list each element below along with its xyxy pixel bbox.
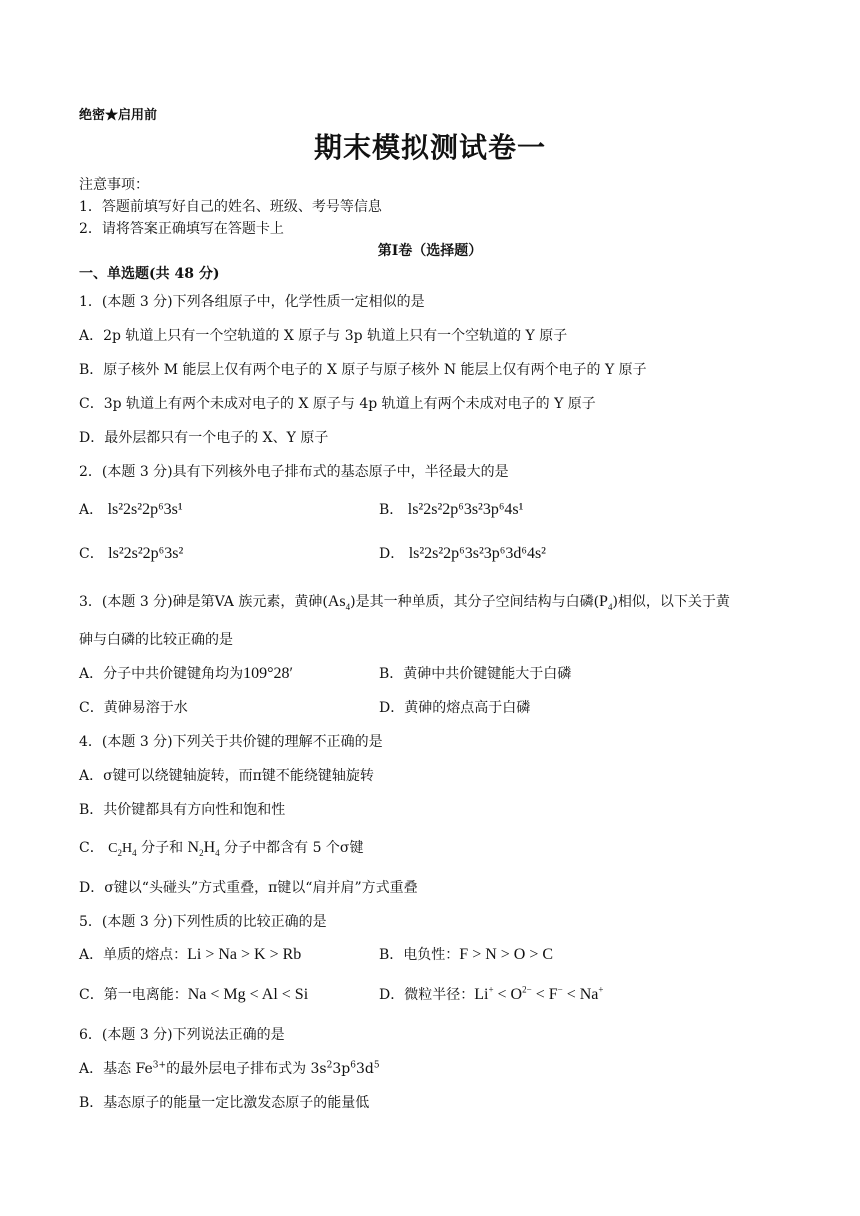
question-6-stem: 6．(本题 3 分)下列说法正确的是 xyxy=(79,1027,285,1043)
formula-n2h4: $N_2H_4$ xyxy=(187,839,220,859)
question-2-option-a: ls²2s²2p⁶3s¹ xyxy=(107,501,183,518)
question-2-option-c: ls²2s²2p⁶3s² xyxy=(108,545,184,562)
question-1-option-b: B．原子核外 M 能层上仅有两个电子的 X 原子与原子核外 N 能层上仅有两个电子的 Y 原子 xyxy=(79,362,647,378)
question-2-option-d-label: D． xyxy=(379,546,405,562)
question-5-row-2 xyxy=(79,984,604,1004)
question-5-option-d: D．微粒半径： xyxy=(379,987,475,1003)
formula-p4: $P_4$ xyxy=(599,593,613,613)
question-2-row-1 xyxy=(79,501,524,519)
ionization-energy-formula: Na < Mg < Al < Si xyxy=(187,986,309,1003)
question-4-option-d: D．σ键以“头碰头”方式重叠，π键以“肩并肩”方式重叠 xyxy=(79,880,418,896)
question-1-option-d: D．最外层都只有一个电子的 X、Y 原子 xyxy=(79,430,329,446)
question-4-stem: 4．(本题 3 分)下列关于共价键的理解不正确的是 xyxy=(79,734,383,750)
formula-as4: $As_4$ xyxy=(327,593,351,613)
section-heading: 一、单选题(共 48 分) xyxy=(79,266,220,282)
question-3-row-2 xyxy=(79,699,531,717)
question-5-option-a: A．单质的熔点： xyxy=(79,947,188,963)
question-3-option-a: A．分子中共价键键角均为 xyxy=(79,666,244,682)
question-2-option-c-label: C． xyxy=(79,546,104,562)
question-4-option-c: C． $C_2H_4$ 分子和 $N_2H_4$ 分子中都含有 5 个σ键 xyxy=(79,839,364,859)
bond-angle-formula: 109°28′ xyxy=(243,665,294,682)
question-3-stem-line-2: 砷与白磷的比较正确的是 xyxy=(79,632,233,648)
question-6-option-a: A．基态 $Fe^{3+}$的最外层电子排布式为 $3s^23p^63d^5$ xyxy=(79,1060,380,1077)
note-2: 2．请将答案正确填写在答题卡上 xyxy=(79,221,284,237)
question-3-row-1 xyxy=(79,665,572,683)
notes-title: 注意事项： xyxy=(79,177,149,193)
question-3-option-d: D．黄砷的熔点高于白磷 xyxy=(379,700,531,716)
particle-radius-formula: $Li^+ < O^{2-} < F^- < Na^+$ xyxy=(474,984,604,1003)
question-2-option-b-label: B． xyxy=(379,502,404,518)
question-2-option-a-label: A． xyxy=(79,502,104,518)
question-5-option-b: B．电负性： xyxy=(379,947,460,963)
confidential-mark: 绝密★启用前 xyxy=(79,108,158,123)
question-4-option-a: A．σ键可以绕键轴旋转，而π键不能绕键轴旋转 xyxy=(79,768,374,784)
melting-point-formula: Li > Na > K > Rb xyxy=(187,946,302,963)
note-1: 1．答题前填写好自己的姓名、班级、考号等信息 xyxy=(79,199,382,215)
question-2-stem: 2．(本题 3 分)具有下列核外电子排布式的基态原子中，半径最大的是 xyxy=(79,464,509,480)
question-2-row-2 xyxy=(79,545,546,563)
question-1-option-c: C．3p 轨道上有两个未成对电子的 X 原子与 4p 轨道上有两个未成对电子的 Y 原子 xyxy=(79,396,596,412)
formula-c2h4: $C_2H_4$ xyxy=(108,841,137,858)
question-4-option-b: B．共价键都具有方向性和饱和性 xyxy=(79,802,286,818)
question-1-stem: 1．(本题 3 分)下列各组原子中，化学性质一定相似的是 xyxy=(79,294,425,310)
question-1-option-a: A．2p 轨道上只有一个空轨道的 X 原子与 3p 轨道上只有一个空轨道的 Y 原子 xyxy=(79,328,568,344)
volume-heading: 第I卷（选择题） xyxy=(377,243,483,259)
question-3-stem: 3．(本题 3 分)砷是第VA 族元素，黄砷$(As_4)$是其一种单质，其分子空间结构与白磷$(P_4)$相似，以下关于黄 xyxy=(79,593,730,613)
question-2-option-d: ls²2s²2p⁶3s²3p⁶3d⁶4s² xyxy=(408,545,546,562)
question-5-stem: 5．(本题 3 分)下列性质的比较正确的是 xyxy=(79,914,327,930)
question-3-option-c: C．黄砷易溶于水 xyxy=(79,700,188,716)
page-title: 期末模拟测试卷一 xyxy=(313,131,546,164)
question-5-row-1 xyxy=(79,946,554,964)
question-2-option-b: ls²2s²2p⁶3s²3p⁶4s¹ xyxy=(407,501,524,518)
question-5-option-c: C．第一电离能： xyxy=(79,987,188,1003)
question-3-option-b: B．黄砷中共价键键能大于白磷 xyxy=(379,666,572,682)
electronegativity-formula: F > N > O > C xyxy=(459,946,554,963)
question-6-option-b: B．基态原子的能量一定比激发态原子的能量低 xyxy=(79,1095,370,1111)
